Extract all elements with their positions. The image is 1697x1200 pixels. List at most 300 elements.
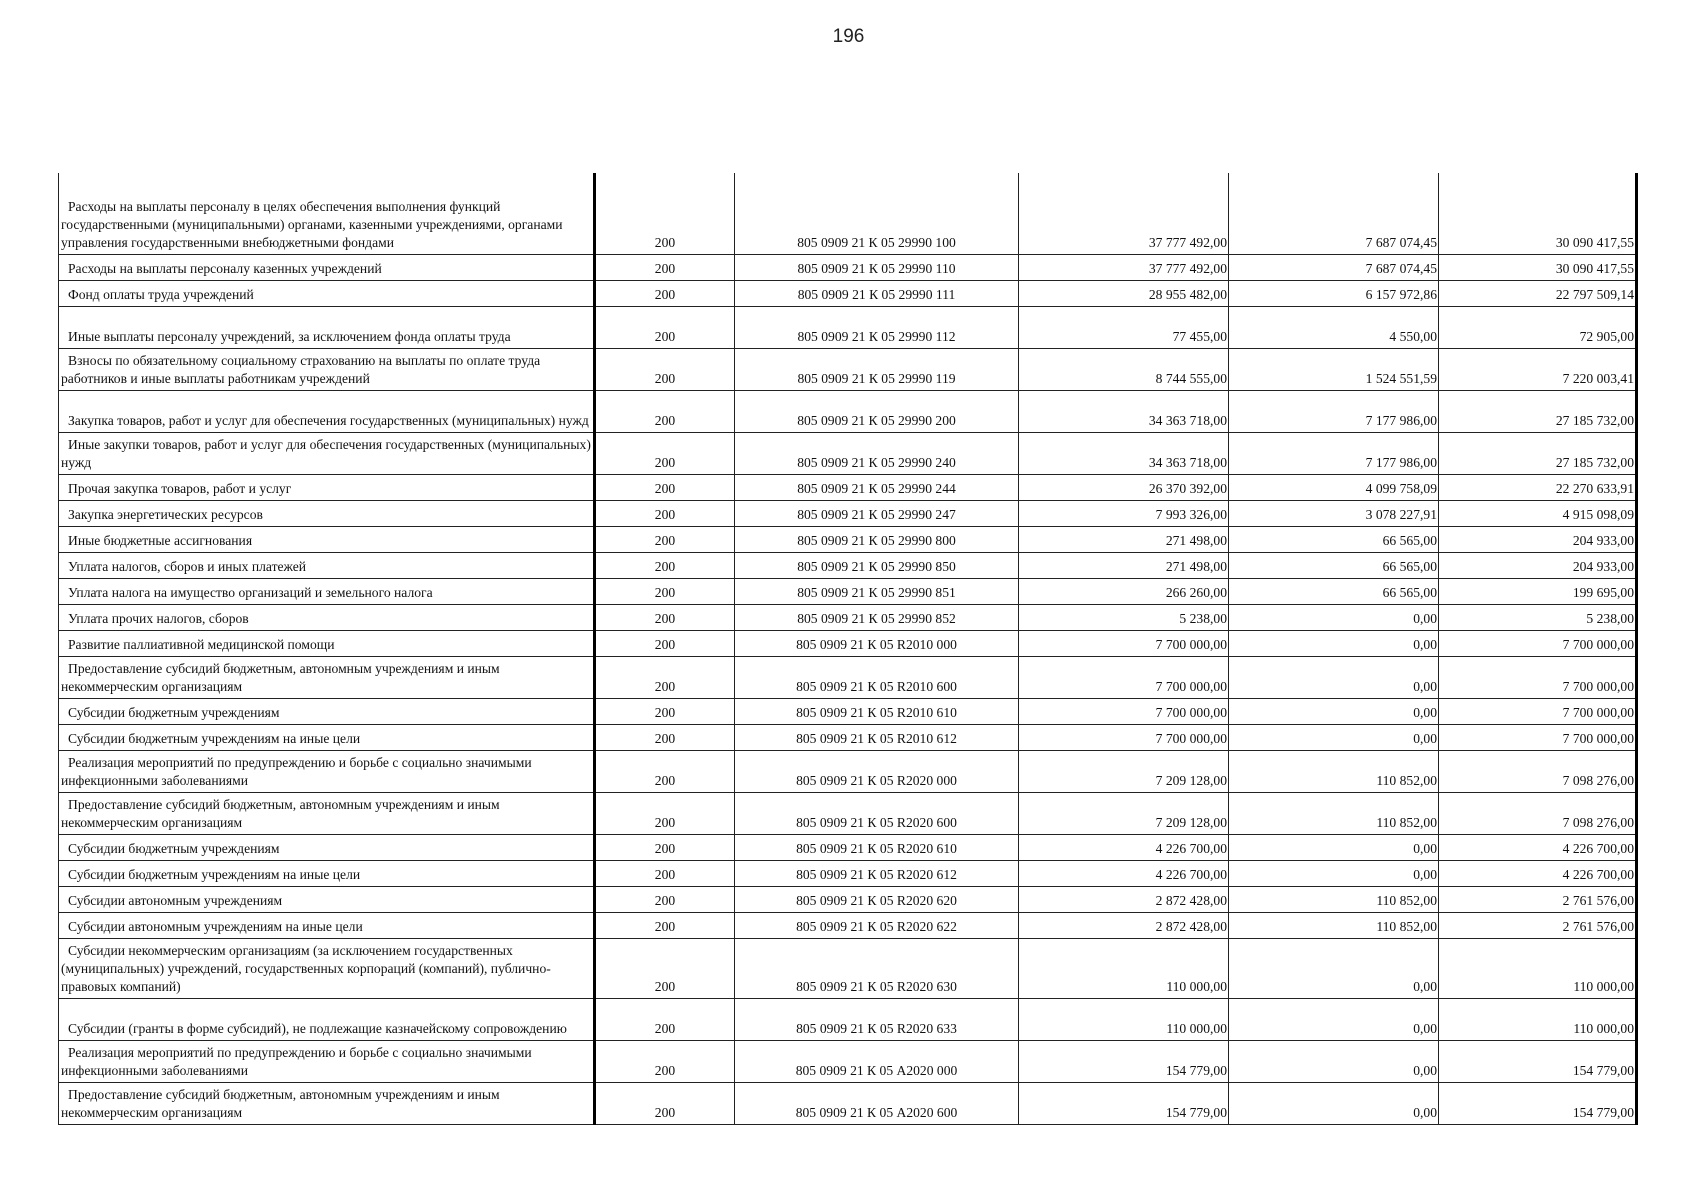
executed-amount-cell [1229,861,1439,887]
line-code-cell [595,281,735,307]
line-code-cell [595,999,735,1041]
executed-amount-text: 4 099 758,09 [1365,481,1437,496]
budget-classification-code-cell [735,887,1019,913]
unexecuted-amount-text: 72 905,00 [1579,329,1634,344]
unexecuted-amount-cell [1439,793,1637,835]
unexecuted-amount-cell [1439,433,1637,475]
executed-amount-cell [1229,527,1439,553]
budget-classification-code-text: 805 0909 21 К 05 R2020 620 [796,893,957,908]
unexecuted-amount-text: 27 185 732,00 [1555,413,1634,428]
expense-name-text: Прочая закупка товаров, работ и услуг [68,481,292,496]
executed-amount-cell [1229,1041,1439,1083]
expense-name-text: Закупка товаров, работ и услуг для обеспечения государственных (муниципальных) нужд [68,413,589,428]
expense-name-cell [59,307,595,349]
executed-amount-cell [1229,887,1439,913]
unexecuted-amount-cell [1439,281,1637,307]
unexecuted-amount-text: 199 695,00 [1572,585,1634,600]
table-row [59,793,1637,835]
unexecuted-amount-cell [1439,887,1637,913]
executed-amount-text: 110 852,00 [1376,919,1437,934]
line-code-cell [595,527,735,553]
line-code-cell [595,433,735,475]
executed-amount-cell [1229,725,1439,751]
budget-classification-code-text: 805 0909 21 К 05 29990 852 [797,611,956,626]
expense-name-cell [59,433,595,475]
approved-amount-cell [1019,553,1229,579]
approved-amount-cell [1019,861,1229,887]
expense-name-text: Закупка энергетических ресурсов [68,507,263,522]
approved-amount-text: 266 260,00 [1165,585,1227,600]
approved-amount-text: 37 777 492,00 [1148,261,1227,276]
executed-amount-text: 0,00 [1413,1021,1437,1036]
table-row [59,999,1637,1041]
approved-amount-cell [1019,349,1229,391]
approved-amount-cell [1019,605,1229,631]
executed-amount-text: 0,00 [1413,1063,1437,1078]
approved-amount-text: 110 000,00 [1166,979,1227,994]
approved-amount-text: 2 872 428,00 [1155,919,1227,934]
executed-amount-text: 0,00 [1413,705,1437,720]
unexecuted-amount-cell [1439,999,1637,1041]
expense-name-cell [59,887,595,913]
expense-name-cell [59,999,595,1041]
approved-amount-cell [1019,835,1229,861]
executed-amount-text: 110 852,00 [1376,893,1437,908]
unexecuted-amount-cell [1439,307,1637,349]
budget-classification-code-cell [735,173,1019,255]
budget-classification-code-cell [735,1041,1019,1083]
expense-name-text: Субсидии бюджетным учреждениям [68,841,280,856]
approved-amount-text: 4 226 700,00 [1155,841,1227,856]
table-row [59,913,1637,939]
budget-classification-code-text: 805 0909 21 К 05 R2020 610 [796,841,957,856]
budget-classification-code-text: 805 0909 21 К 05 R2010 612 [796,731,957,746]
approved-amount-text: 7 700 000,00 [1155,679,1227,694]
line-code-text: 200 [654,679,676,694]
unexecuted-amount-text: 154 779,00 [1572,1105,1634,1120]
line-code-text: 200 [654,533,676,548]
executed-amount-text: 110 852,00 [1376,815,1437,830]
expense-name-cell [59,657,595,699]
line-code-text: 200 [654,731,676,746]
budget-classification-code-text: 805 0909 21 К 05 29990 119 [797,371,956,386]
approved-amount-cell [1019,579,1229,605]
budget-classification-code-text: 805 0909 21 К 05 R2010 610 [796,705,957,720]
budget-classification-code-cell [735,751,1019,793]
table-row [59,861,1637,887]
table-row [59,887,1637,913]
table-row [59,281,1637,307]
line-code-text: 200 [654,371,676,386]
line-code-text: 200 [654,611,676,626]
line-code-text: 200 [654,893,676,908]
executed-amount-text: 0,00 [1413,979,1437,994]
expense-name-text: Реализация мероприятий по предупреждению и борьбе с социально значимыми инфекционными заболеваниями [61,1045,532,1078]
budget-classification-code-cell [735,913,1019,939]
approved-amount-text: 37 777 492,00 [1148,235,1227,250]
budget-classification-code-text: 805 0909 21 К 05 А2020 600 [795,1105,958,1120]
executed-amount-cell [1229,307,1439,349]
unexecuted-amount-text: 30 090 417,55 [1555,261,1634,276]
executed-amount-text: 0,00 [1413,867,1437,882]
expense-name-cell [59,861,595,887]
executed-amount-text: 110 852,00 [1376,773,1437,788]
executed-amount-text: 0,00 [1413,611,1437,626]
approved-amount-text: 77 455,00 [1172,329,1227,344]
executed-amount-cell [1229,835,1439,861]
unexecuted-amount-cell [1439,475,1637,501]
table-row [59,657,1637,699]
approved-amount-text: 7 209 128,00 [1155,773,1227,788]
table-body [59,173,1637,1125]
budget-classification-code-text: 805 0909 21 К 05 29990 240 [797,455,956,470]
budget-classification-code-text: 805 0909 21 К 05 29990 800 [797,533,956,548]
expense-name-text: Фонд оплаты труда учреждений [68,287,254,302]
page-number: 196 [832,26,865,47]
budget-classification-code-cell [735,861,1019,887]
expense-name-text: Субсидии бюджетным учреждениям [68,705,280,720]
unexecuted-amount-text: 7 700 000,00 [1562,679,1634,694]
line-code-cell [595,1041,735,1083]
executed-amount-cell [1229,553,1439,579]
budget-classification-code-cell [735,793,1019,835]
unexecuted-amount-cell [1439,391,1637,433]
line-code-text: 200 [654,979,676,994]
line-code-text: 200 [654,413,676,428]
expense-name-text: Иные закупки товаров, работ и услуг для обеспечения государственных (муниципальных) нужд [61,437,591,470]
budget-classification-code-cell [735,657,1019,699]
expense-name-text: Субсидии бюджетным учреждениям на иные цели [68,867,361,882]
expense-name-text: Уплата налога на имущество организаций и земельного налога [68,585,433,600]
budget-classification-code-text: 805 0909 21 К 05 R2010 600 [796,679,957,694]
unexecuted-amount-cell [1439,1083,1637,1125]
approved-amount-cell [1019,255,1229,281]
budget-classification-code-cell [735,349,1019,391]
line-code-cell [595,475,735,501]
expense-name-cell [59,391,595,433]
executed-amount-cell [1229,433,1439,475]
budget-classification-code-cell [735,835,1019,861]
line-code-text: 200 [654,919,676,934]
approved-amount-text: 4 226 700,00 [1155,867,1227,882]
expense-name-text: Предоставление субсидий бюджетным, автономным учреждениям и иным некоммерческим организациям [61,661,500,694]
executed-amount-cell [1229,501,1439,527]
table-row [59,939,1637,999]
line-code-cell [595,1083,735,1125]
expense-name-cell [59,605,595,631]
approved-amount-text: 26 370 392,00 [1148,481,1227,496]
budget-classification-code-cell [735,501,1019,527]
budget-classification-code-cell [735,281,1019,307]
budget-classification-code-text: 805 0909 21 К 05 29990 247 [797,507,956,522]
budget-classification-code-text: 805 0909 21 К 05 29990 200 [797,413,956,428]
executed-amount-text: 6 157 972,86 [1365,287,1437,302]
table-row [59,553,1637,579]
approved-amount-cell [1019,173,1229,255]
unexecuted-amount-text: 110 000,00 [1573,979,1634,994]
unexecuted-amount-cell [1439,579,1637,605]
executed-amount-cell [1229,391,1439,433]
executed-amount-cell [1229,173,1439,255]
line-code-text: 200 [654,1021,676,1036]
unexecuted-amount-text: 4 226 700,00 [1562,841,1634,856]
budget-classification-code-cell [735,527,1019,553]
approved-amount-cell [1019,913,1229,939]
table-row [59,631,1637,657]
approved-amount-cell [1019,939,1229,999]
line-code-text: 200 [654,705,676,720]
line-code-text: 200 [654,329,676,344]
executed-amount-text: 1 524 551,59 [1365,371,1437,386]
approved-amount-cell [1019,501,1229,527]
executed-amount-cell [1229,699,1439,725]
approved-amount-text: 271 498,00 [1165,533,1227,548]
unexecuted-amount-cell [1439,255,1637,281]
approved-amount-cell [1019,657,1229,699]
expense-name-cell [59,501,595,527]
approved-amount-cell [1019,631,1229,657]
budget-classification-code-cell [735,605,1019,631]
budget-classification-code-cell [735,391,1019,433]
budget-classification-code-cell [735,553,1019,579]
unexecuted-amount-text: 204 933,00 [1572,533,1634,548]
approved-amount-text: 154 779,00 [1165,1105,1227,1120]
approved-amount-text: 34 363 718,00 [1148,413,1227,428]
expense-name-cell [59,349,595,391]
unexecuted-amount-text: 5 238,00 [1586,611,1634,626]
approved-amount-cell [1019,699,1229,725]
budget-classification-code-text: 805 0909 21 К 05 R2020 612 [796,867,957,882]
budget-classification-code-text: 805 0909 21 К 05 29990 850 [797,559,956,574]
budget-classification-code-text: 805 0909 21 К 05 R2020 633 [796,1021,957,1036]
table-row [59,579,1637,605]
line-code-text: 200 [654,559,676,574]
unexecuted-amount-text: 2 761 576,00 [1562,919,1634,934]
line-code-text: 200 [654,585,676,600]
approved-amount-text: 7 700 000,00 [1155,637,1227,652]
table-row [59,1041,1637,1083]
table-row [59,605,1637,631]
expense-name-text: Взносы по обязательному социальному страхованию на выплаты по оплате труда работников и иные выплаты работникам учреждений [61,353,541,386]
approved-amount-cell [1019,1083,1229,1125]
expense-name-text: Предоставление субсидий бюджетным, автономным учреждениям и иным некоммерческим организациям [61,1087,500,1120]
executed-amount-cell [1229,657,1439,699]
unexecuted-amount-text: 7 700 000,00 [1562,731,1634,746]
table-row [59,699,1637,725]
budget-execution-table [58,173,1638,1125]
expense-name-cell [59,579,595,605]
expense-name-cell [59,255,595,281]
table-row [59,307,1637,349]
line-code-cell [595,861,735,887]
table-row [59,751,1637,793]
unexecuted-amount-cell [1439,605,1637,631]
executed-amount-cell [1229,605,1439,631]
table-row [59,255,1637,281]
budget-classification-code-text: 805 0909 21 К 05 29990 100 [797,235,956,250]
line-code-text: 200 [654,481,676,496]
executed-amount-text: 4 550,00 [1389,329,1437,344]
executed-amount-cell [1229,793,1439,835]
expense-name-text: Реализация мероприятий по предупреждению и борьбе с социально значимыми инфекционными заболеваниями [61,755,532,788]
executed-amount-cell [1229,255,1439,281]
line-code-cell [595,913,735,939]
expense-name-cell [59,913,595,939]
expense-name-text: Субсидии автономным учреждениям [68,893,283,908]
executed-amount-text: 66 565,00 [1382,533,1437,548]
approved-amount-text: 7 993 326,00 [1155,507,1227,522]
line-code-cell [595,307,735,349]
expense-name-text: Субсидии (гранты в форме субсидий), не подлежащие казначейскому сопровождению [68,1021,567,1036]
expense-name-text: Субсидии бюджетным учреждениям на иные цели [68,731,361,746]
approved-amount-text: 2 872 428,00 [1155,893,1227,908]
unexecuted-amount-cell [1439,527,1637,553]
approved-amount-cell [1019,281,1229,307]
approved-amount-text: 110 000,00 [1166,1021,1227,1036]
line-code-cell [595,255,735,281]
expense-name-text: Иные бюджетные ассигнования [68,533,253,548]
executed-amount-text: 0,00 [1413,1105,1437,1120]
unexecuted-amount-text: 2 761 576,00 [1562,893,1634,908]
budget-classification-code-cell [735,475,1019,501]
line-code-cell [595,725,735,751]
executed-amount-text: 0,00 [1413,637,1437,652]
table-row [59,1083,1637,1125]
budget-classification-code-cell [735,579,1019,605]
budget-classification-code-cell [735,725,1019,751]
unexecuted-amount-text: 4 226 700,00 [1562,867,1634,882]
line-code-cell [595,501,735,527]
executed-amount-cell [1229,999,1439,1041]
unexecuted-amount-cell [1439,861,1637,887]
table-row [59,475,1637,501]
budget-classification-code-cell [735,999,1019,1041]
budget-classification-code-cell [735,631,1019,657]
expense-name-text: Уплата прочих налогов, сборов [68,611,249,626]
budget-classification-code-text: 805 0909 21 К 05 29990 110 [797,261,956,276]
unexecuted-amount-text: 7 220 003,41 [1562,371,1634,386]
executed-amount-text: 0,00 [1413,731,1437,746]
approved-amount-text: 34 363 718,00 [1148,455,1227,470]
unexecuted-amount-text: 22 797 509,14 [1555,287,1634,302]
line-code-cell [595,793,735,835]
executed-amount-text: 66 565,00 [1382,585,1437,600]
approved-amount-text: 5 238,00 [1179,611,1227,626]
line-code-cell [595,835,735,861]
line-code-cell [595,631,735,657]
budget-classification-code-text: 805 0909 21 К 05 А2020 000 [795,1063,958,1078]
unexecuted-amount-text: 4 915 098,09 [1562,507,1634,522]
unexecuted-amount-text: 7 098 276,00 [1562,773,1634,788]
approved-amount-cell [1019,391,1229,433]
table-row [59,349,1637,391]
approved-amount-cell [1019,433,1229,475]
budget-classification-code-text: 805 0909 21 К 05 29990 112 [797,329,956,344]
budget-classification-code-cell [735,307,1019,349]
approved-amount-cell [1019,527,1229,553]
line-code-text: 200 [654,867,676,882]
executed-amount-text: 0,00 [1413,679,1437,694]
approved-amount-text: 154 779,00 [1165,1063,1227,1078]
budget-classification-code-text: 805 0909 21 К 05 29990 851 [797,585,956,600]
approved-amount-text: 7 700 000,00 [1155,731,1227,746]
approved-amount-cell [1019,725,1229,751]
expense-name-text: Уплата налогов, сборов и иных платежей [68,559,307,574]
expense-name-cell [59,939,595,999]
expense-name-cell [59,699,595,725]
line-code-text: 200 [654,235,676,250]
approved-amount-cell [1019,887,1229,913]
expense-name-cell [59,725,595,751]
unexecuted-amount-text: 7 700 000,00 [1562,705,1634,720]
approved-amount-text: 7 700 000,00 [1155,705,1227,720]
expense-name-text: Расходы на выплаты персоналу в целях обеспечения выполнения функций государственными (муниципальными) органами, казенными учреждениями, органами управления государственными внебюджетными фондами [61,199,563,250]
line-code-cell [595,349,735,391]
line-code-text: 200 [654,773,676,788]
expense-name-cell [59,631,595,657]
unexecuted-amount-cell [1439,173,1637,255]
expense-name-cell [59,281,595,307]
line-code-text: 200 [654,637,676,652]
approved-amount-cell [1019,475,1229,501]
unexecuted-amount-text: 204 933,00 [1572,559,1634,574]
expense-name-text: Предоставление субсидий бюджетным, автономным учреждениям и иным некоммерческим организациям [61,797,500,830]
table-row [59,391,1637,433]
unexecuted-amount-cell [1439,751,1637,793]
approved-amount-text: 7 209 128,00 [1155,815,1227,830]
expense-name-cell [59,475,595,501]
expense-name-text: Расходы на выплаты персоналу казенных учреждений [68,261,382,276]
unexecuted-amount-cell [1439,699,1637,725]
approved-amount-text: 28 955 482,00 [1148,287,1227,302]
approved-amount-text: 271 498,00 [1165,559,1227,574]
line-code-text: 200 [654,815,676,830]
table-row [59,433,1637,475]
expense-name-text: Развитие паллиативной медицинской помощи [68,637,335,652]
unexecuted-amount-text: 154 779,00 [1572,1063,1634,1078]
line-code-cell [595,887,735,913]
executed-amount-cell [1229,1083,1439,1125]
unexecuted-amount-cell [1439,657,1637,699]
executed-amount-text: 0,00 [1413,841,1437,856]
line-code-cell [595,699,735,725]
unexecuted-amount-text: 7 098 276,00 [1562,815,1634,830]
expense-name-cell [59,835,595,861]
unexecuted-amount-cell [1439,631,1637,657]
line-code-cell [595,391,735,433]
expense-name-cell [59,751,595,793]
line-code-text: 200 [654,507,676,522]
budget-classification-code-cell [735,1083,1019,1125]
expense-name-cell [59,553,595,579]
unexecuted-amount-text: 110 000,00 [1573,1021,1634,1036]
budget-classification-code-text: 805 0909 21 К 05 29990 111 [797,287,956,302]
expense-name-cell [59,527,595,553]
approved-amount-cell [1019,999,1229,1041]
approved-amount-cell [1019,751,1229,793]
approved-amount-cell [1019,307,1229,349]
executed-amount-text: 7 177 986,00 [1365,455,1437,470]
line-code-cell [595,579,735,605]
expense-name-cell [59,793,595,835]
budget-classification-code-text: 805 0909 21 К 05 R2020 630 [796,979,957,994]
line-code-text: 200 [654,841,676,856]
line-code-cell [595,939,735,999]
executed-amount-cell [1229,751,1439,793]
executed-amount-cell [1229,475,1439,501]
executed-amount-cell [1229,281,1439,307]
line-code-cell [595,657,735,699]
